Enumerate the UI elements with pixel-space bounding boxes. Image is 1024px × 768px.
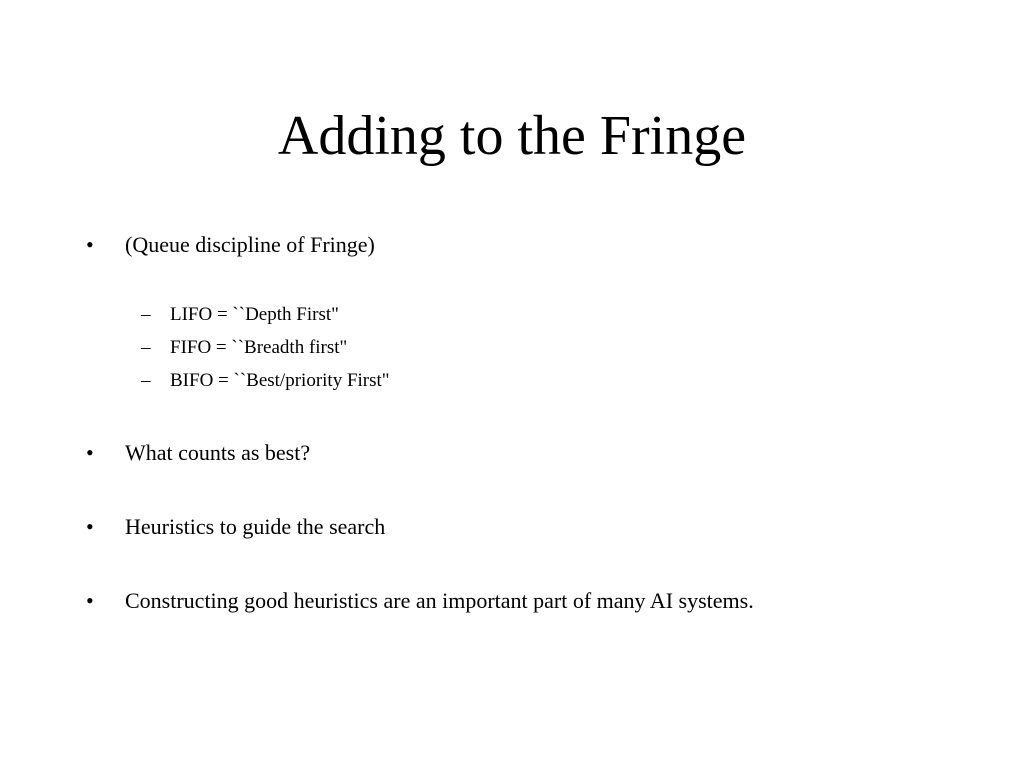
sub-bullet-marker: – <box>141 304 151 325</box>
bullet-text: Constructing good heuristics are an important part of many AI systems. <box>125 588 754 613</box>
sub-bullet-marker: – <box>141 337 151 358</box>
slide-title: Adding to the Fringe <box>277 105 747 167</box>
sub-bullet-text: FIFO = ``Breadth first" <box>170 337 348 358</box>
sub-bullet-text: LIFO = ``Depth First" <box>170 304 339 325</box>
bullet-marker: • <box>86 514 94 539</box>
bullet-marker: • <box>86 232 94 257</box>
bullet-text: Heuristics to guide the search <box>125 514 386 539</box>
sub-bullet-marker: – <box>141 370 151 391</box>
bullet-marker: • <box>86 440 94 465</box>
bullet-text: (Queue discipline of Fringe) <box>125 232 375 257</box>
bullet-text: What counts as best? <box>125 440 311 465</box>
bullet-marker: • <box>86 588 94 613</box>
sub-bullet-text: BIFO = ``Best/priority First" <box>170 370 390 391</box>
